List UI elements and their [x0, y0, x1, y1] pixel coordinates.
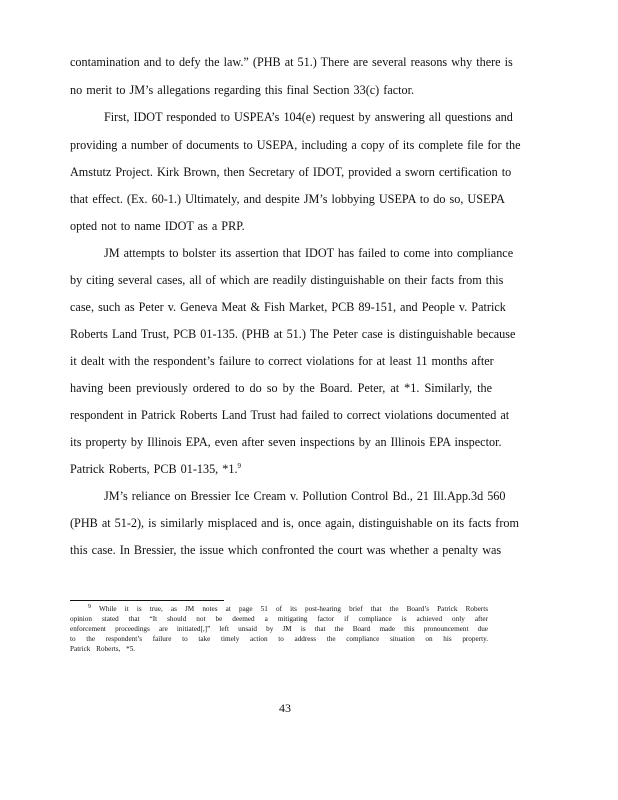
body-line: Roberts Land Trust, PCB 01-135. (PHB at 51.) The Peter case is distinguishable because [70, 327, 516, 341]
body-line: First, IDOT responded to USPEA’s 104(e) request by answering all questions and [104, 110, 513, 124]
body-line: opted not to name IDOT as a PRP. [70, 219, 245, 233]
footnote-line: Patrick Roberts, *5. [70, 645, 136, 653]
body-line: respondent in Patrick Roberts Land Trust had failed to correct violations documented at [70, 408, 510, 422]
footnote-line: to the respondent’s failure to take timely action to address the compliance situation on his property. [70, 635, 488, 643]
body-line: that effect. (Ex. 60-1.) Ultimately, and despite JM’s lobbying USEPA to do so, USEPA [70, 192, 505, 206]
footnote-reference[interactable]: 9 [237, 462, 242, 470]
body-line: case, such as Peter v. Geneva Meat & Fish Market, PCB 89-151, and People v. Patrick [70, 300, 506, 314]
body-line: it dealt with the respondent’s failure to correct violations for at least 11 months after [70, 354, 494, 368]
body-line: by citing several cases, all of which are readily distinguishable on their facts from this [70, 273, 504, 287]
body-line: Amstutz Project. Kirk Brown, then Secretary of IDOT, provided a sworn certification to [70, 165, 512, 179]
body-line: having been previously ordered to do so by the Board. Peter, at *1. Similarly, the [70, 381, 492, 395]
footnote-line [88, 604, 488, 614]
footnote-line: enforcement proceedings are initiated[,]” left unsaid by JM is that the Board made this pronouncement due [70, 625, 488, 633]
page-number: 43 [279, 701, 291, 715]
body-line-with-footnote-ref [70, 459, 492, 479]
body-line: no merit to JM’s allegations regarding this final Section 33(c) factor. [70, 83, 415, 97]
body-line: (PHB at 51-2), is similarly misplaced and is, once again, distinguishable on its facts from [70, 516, 519, 530]
body-line: contamination and to defy the law.” (PHB at 51.) There are several reasons why there is [70, 55, 513, 69]
footnote-text: While it is true, as JM notes at page 51 of its post-hearing brief that the Board’s Patrick Roberts [99, 605, 488, 613]
body-line: this case. In Bressier, the issue which confronted the court was whether a penalty was [70, 543, 502, 557]
body-line: JM’s reliance on Bressier Ice Cream v. Pollution Control Bd., 21 Ill.App.3d 560 [104, 489, 506, 503]
body-line-text: Patrick Roberts, PCB 01-135, *1. [70, 462, 238, 476]
body-line: providing a number of documents to USEPA, including a copy of its complete file for the [70, 138, 521, 152]
footnote-line: opinion stated that “It should not be deemed a mitigating factor if compliance is achieved only after [70, 615, 488, 623]
footnote-number: 9 [88, 604, 91, 610]
body-line: JM attempts to bolster its assertion that IDOT has failed to come into compliance [104, 246, 514, 260]
body-line: its property by Illinois EPA, even after seven inspections by an Illinois EPA inspector. [70, 435, 502, 449]
footnote-separator [70, 600, 224, 601]
